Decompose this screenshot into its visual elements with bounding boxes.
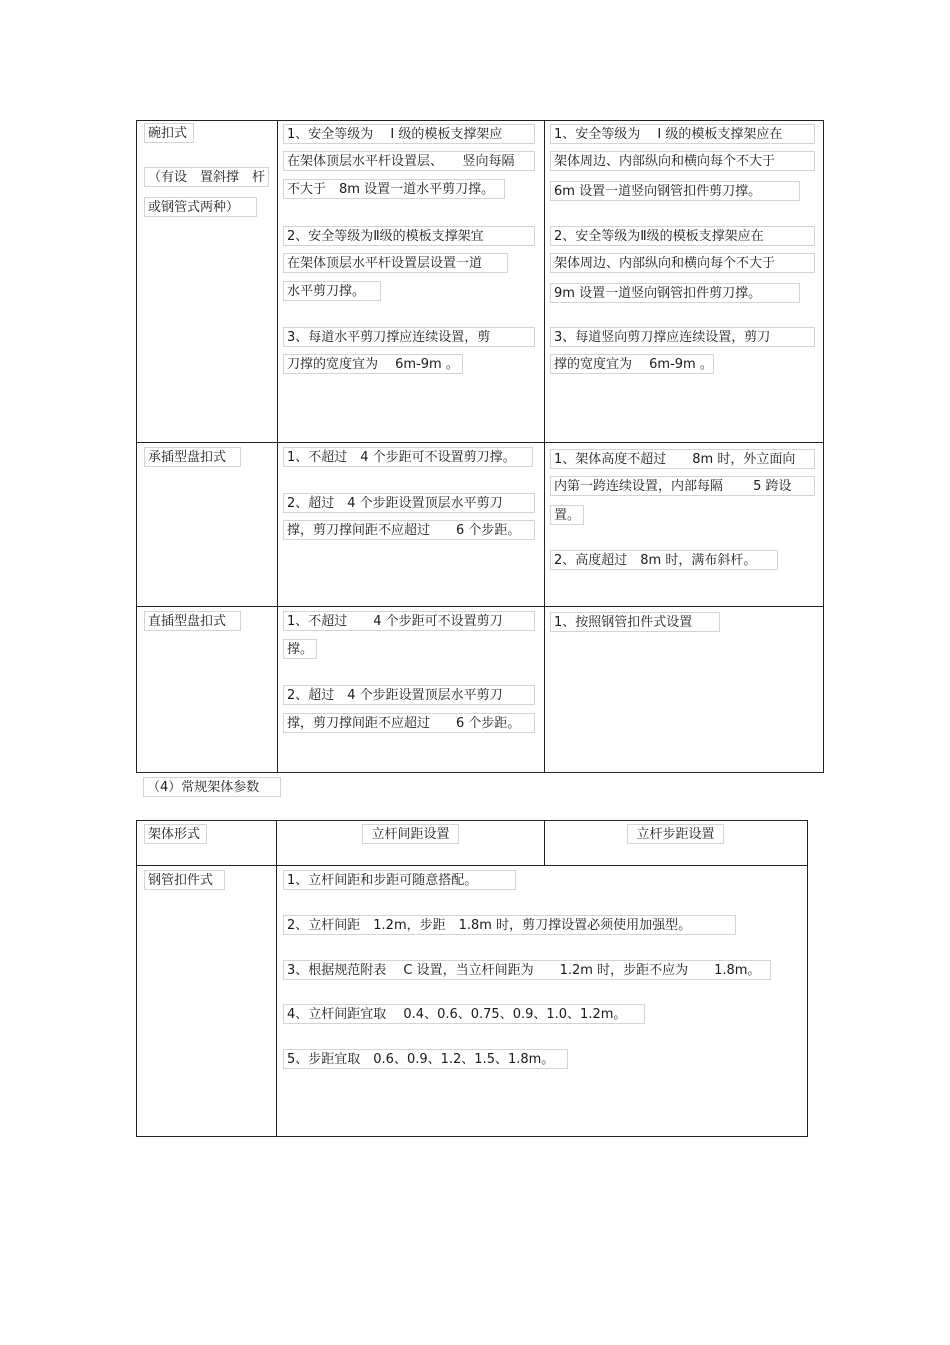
vertical-bracing-line: 架体周边、内部纵向和横向每个不大于: [550, 253, 815, 273]
horizontal-bracing-line: 1、安全等级为 Ⅰ 级的模板支撑架应: [283, 124, 535, 144]
vertical-bracing-line: 3、每道竖向剪刀撑应连续设置，剪刀: [550, 327, 815, 347]
horizontal-bracing-line: 撑。: [283, 639, 317, 659]
header-step-spacing: 立杆步距设置: [627, 824, 724, 844]
row-type-label: 碗扣式: [144, 123, 194, 143]
row-type-label: 或钢管式两种）: [144, 197, 257, 217]
param-item: 5、步距宜取 0.6、0.9、1.2、1.5、1.8m。: [283, 1049, 568, 1069]
param-table: [136, 820, 808, 1137]
row-divider: [137, 606, 823, 607]
row-divider: [137, 442, 823, 443]
vertical-bracing-line: 6m 设置一道竖向钢管扣件剪刀撑。: [550, 181, 800, 201]
header-type: 架体形式: [144, 824, 207, 844]
horizontal-bracing-line: 1、不超过 4 个步距可不设置剪刀: [283, 611, 535, 631]
vertical-bracing-line: 1、按照钢管扣件式设置: [550, 612, 720, 632]
vertical-bracing-line: 1、安全等级为 Ⅰ 级的模板支撑架应在: [550, 124, 815, 144]
horizontal-bracing-line: 2、超过 4 个步距设置顶层水平剪刀: [283, 685, 535, 705]
param-item: 1、立杆间距和步距可随意搭配。: [283, 870, 516, 890]
header-divider: [137, 865, 807, 866]
vertical-bracing-line: 1、架体高度不超过 8m 时，外立面向: [550, 449, 815, 469]
vertical-bracing-line: 置。: [550, 505, 584, 525]
param-item: 2、立杆间距 1.2m，步距 1.8m 时，剪刀撑设置必须使用加强型。: [283, 915, 736, 935]
column-divider: [276, 821, 277, 1136]
horizontal-bracing-line: 不大于 8m 设置一道水平剪刀撑。: [283, 179, 505, 199]
param-item: 3、根据规范附表 C 设置，当立杆间距为 1.2m 时，步距不应为 1.8m。: [283, 960, 771, 980]
vertical-bracing-line: 2、高度超过 8m 时，满布斜杆。: [550, 550, 778, 570]
header-pole-spacing: 立杆间距设置: [362, 824, 459, 844]
column-divider: [544, 821, 545, 865]
vertical-bracing-line: 内第一跨连续设置，内部每隔 5 跨设: [550, 476, 815, 496]
horizontal-bracing-line: 撑，剪刀撑间距不应超过 6 个步距。: [283, 713, 535, 733]
section-heading: （4）常规架体参数: [143, 777, 281, 797]
row-type-label: （有设 置斜撑 杆: [144, 167, 269, 187]
horizontal-bracing-line: 水平剪刀撑。: [283, 281, 381, 301]
horizontal-bracing-line: 2、安全等级为Ⅱ级的模板支撑架宜: [283, 226, 535, 246]
horizontal-bracing-line: 刀撑的宽度宜为 6m-9m 。: [283, 354, 463, 374]
column-divider: [544, 121, 545, 772]
horizontal-bracing-line: 3、每道水平剪刀撑应连续设置，剪: [283, 327, 535, 347]
vertical-bracing-line: 9m 设置一道竖向钢管扣件剪刀撑。: [550, 283, 800, 303]
row-type-label: 承插型盘扣式: [144, 447, 241, 467]
vertical-bracing-line: 2、安全等级为Ⅱ级的模板支撑架应在: [550, 226, 815, 246]
bracing-table: [136, 120, 824, 773]
horizontal-bracing-line: 撑，剪刀撑间距不应超过 6 个步距。: [283, 520, 535, 540]
param-item: 4、立杆间距宜取 0.4、0.6、0.75、0.9、1.0、1.2m。: [283, 1004, 645, 1024]
vertical-bracing-line: 架体周边、内部纵向和横向每个不大于: [550, 151, 815, 171]
horizontal-bracing-line: 在架体顶层水平杆设置层设置一道: [283, 253, 508, 273]
horizontal-bracing-line: 1、不超过 4 个步距可不设置剪刀撑。: [283, 447, 533, 467]
row-type-label: 直插型盘扣式: [144, 611, 241, 631]
row-type-label: 钢管扣件式: [144, 870, 225, 890]
horizontal-bracing-line: 2、超过 4 个步距设置顶层水平剪刀: [283, 493, 535, 513]
vertical-bracing-line: 撑的宽度宜为 6m-9m 。: [550, 354, 714, 374]
horizontal-bracing-line: 在架体顶层水平杆设置层、 竖向每隔: [283, 151, 535, 171]
column-divider: [277, 121, 278, 772]
